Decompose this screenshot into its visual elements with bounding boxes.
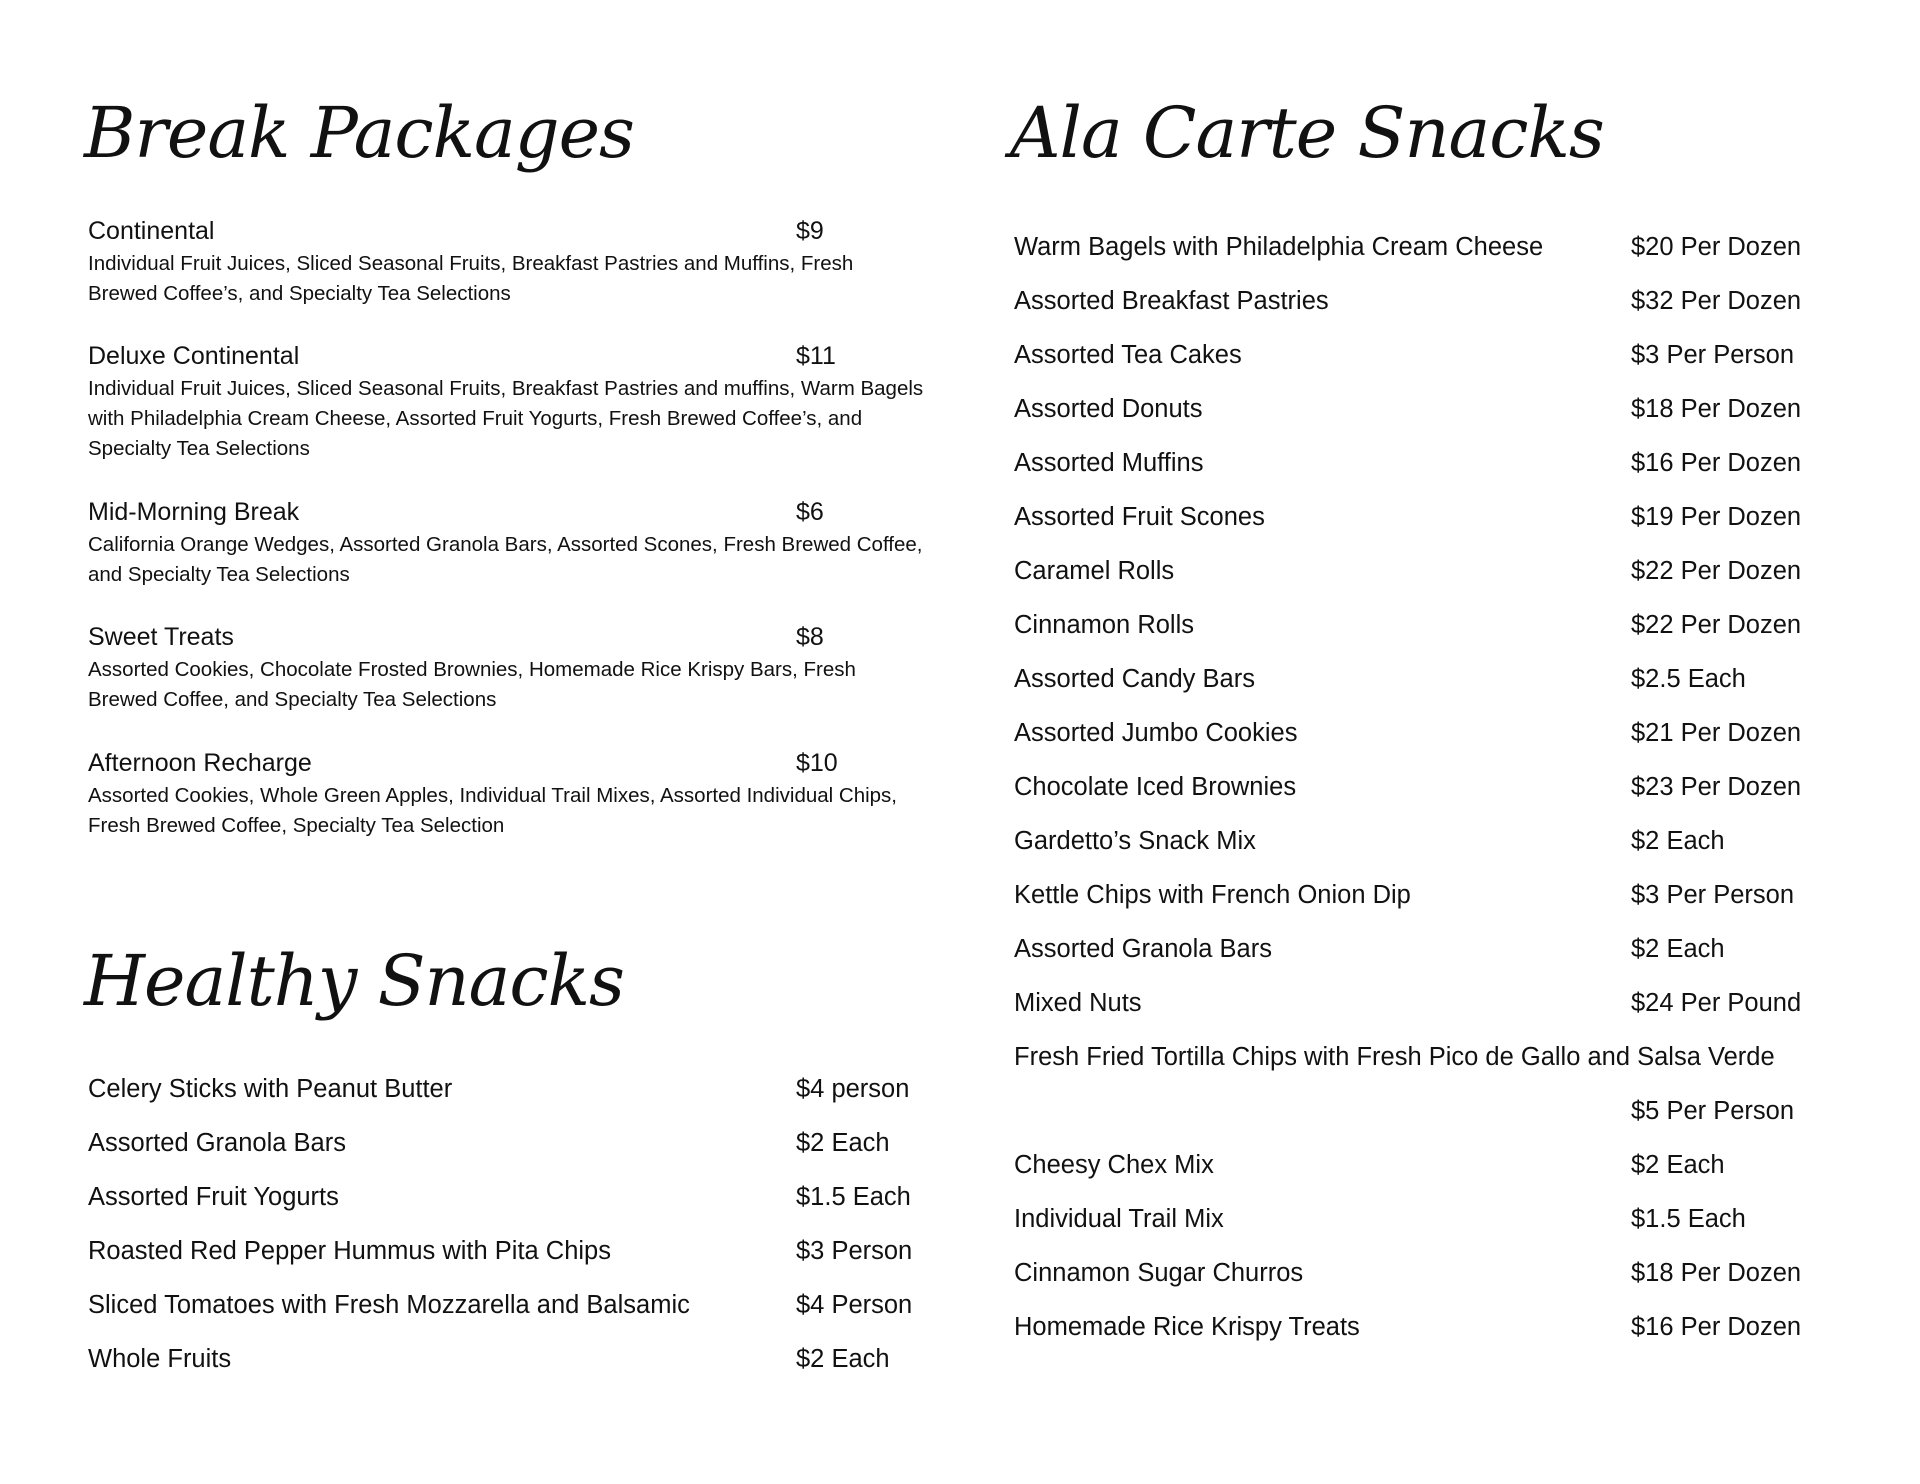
package-name: Deluxe Continental [88, 342, 300, 370]
item-price: $21 Per Dozen [1631, 719, 1802, 747]
list-item [1014, 1202, 1874, 1256]
item-name: Assorted Breakfast Pastries [1014, 287, 1329, 315]
package-price: $6 [796, 498, 824, 526]
item-name: Cinnamon Rolls [1014, 611, 1194, 639]
item-name: Whole Fruits [88, 1345, 232, 1373]
ala-carte-snacks-list [1014, 230, 1874, 1364]
item-name: Fresh Fried Tortilla Chips with Fresh Pico de Gallo and Salsa Verde [1014, 1043, 1775, 1071]
item-name: Assorted Jumbo Cookies [1014, 719, 1298, 747]
item-name: Mixed Nuts [1014, 989, 1142, 1017]
package-description: Individual Fruit Juices, Sliced Seasonal Fruits, Breakfast Pastries and Muffins, Fresh Brewed Coffee’s, and Specialty Tea Selections [88, 252, 854, 305]
list-item [1014, 230, 1874, 284]
ala-carte-snacks-heading: Ala Carte Snacks [1010, 92, 1604, 174]
item-price: $23 Per Dozen [1631, 773, 1802, 801]
item-name: Caramel Rolls [1014, 557, 1175, 585]
list-item [1014, 770, 1874, 824]
item-name: Cheesy Chex Mix [1014, 1151, 1214, 1179]
list-item [1014, 284, 1874, 338]
item-name: Assorted Granola Bars [88, 1129, 346, 1157]
item-price: $22 Per Dozen [1631, 611, 1802, 639]
item-price: $4 Person [796, 1291, 913, 1319]
item-price: $24 Per Pound [1631, 989, 1802, 1017]
package-price: $9 [796, 217, 824, 245]
list-item [1014, 1148, 1874, 1202]
package-afternoon-recharge [88, 747, 928, 841]
list-item [1014, 932, 1874, 986]
item-name: Assorted Muffins [1014, 449, 1204, 477]
item-price: $18 Per Dozen [1631, 1259, 1802, 1287]
item-name: Cinnamon Sugar Churros [1014, 1259, 1304, 1287]
list-item [1014, 1310, 1874, 1364]
item-price: $18 Per Dozen [1631, 395, 1802, 423]
list-item [1014, 1040, 1874, 1094]
item-name: Kettle Chips with French Onion Dip [1014, 881, 1411, 909]
item-price: $1.5 Each [1631, 1205, 1746, 1233]
package-price: $8 [796, 623, 824, 651]
package-deluxe-continental [88, 340, 928, 464]
list-item [1014, 716, 1874, 770]
item-price: $16 Per Dozen [1631, 449, 1802, 477]
package-description: Assorted Cookies, Chocolate Frosted Brownies, Homemade Rice Krispy Bars, Fresh Brewed Coffee, and Specialty Tea Selections [88, 658, 856, 711]
list-item-price-continuation [1014, 1094, 1874, 1148]
package-description: California Orange Wedges, Assorted Granola Bars, Assorted Scones, Fresh Brewed Coffee, and Specialty Tea Selections [88, 533, 923, 586]
package-name: Afternoon Recharge [88, 749, 312, 777]
list-item [1014, 392, 1874, 446]
list-item [1014, 824, 1874, 878]
item-price: $16 Per Dozen [1631, 1313, 1802, 1341]
package-sweet-treats [88, 621, 928, 715]
package-price: $10 [796, 749, 838, 777]
item-name: Warm Bagels with Philadelphia Cream Cheese [1014, 233, 1544, 261]
item-name: Roasted Red Pepper Hummus with Pita Chips [88, 1237, 611, 1265]
item-price: $2 Each [796, 1129, 890, 1157]
item-name: Chocolate Iced Brownies [1014, 773, 1297, 801]
list-item [1014, 878, 1874, 932]
item-name: Homemade Rice Krispy Treats [1014, 1313, 1360, 1341]
list-item [1014, 662, 1874, 716]
package-name: Mid-Morning Break [88, 498, 300, 526]
list-item [1014, 608, 1874, 662]
healthy-snacks-list [88, 1072, 948, 1396]
item-price: $2.5 Each [1631, 665, 1746, 693]
break-packages-heading: Break Packages [84, 92, 634, 174]
list-item [88, 1180, 948, 1234]
package-description: Assorted Cookies, Whole Green Apples, Individual Trail Mixes, Assorted Individual Chips, Fresh Brewed Coffee, Specialty Tea Selection [88, 784, 897, 837]
list-item [1014, 500, 1874, 554]
item-price: $3 Person [796, 1237, 913, 1265]
item-price: $2 Each [1631, 1151, 1725, 1179]
item-price: $5 Per Person [1631, 1097, 1795, 1125]
item-name: Assorted Fruit Scones [1014, 503, 1265, 531]
list-item [88, 1126, 948, 1180]
item-name: Gardetto’s Snack Mix [1014, 827, 1256, 855]
item-price: $2 Each [796, 1345, 890, 1373]
list-item [88, 1072, 948, 1126]
item-name: Assorted Granola Bars [1014, 935, 1272, 963]
item-price: $2 Each [1631, 935, 1725, 963]
item-price: $19 Per Dozen [1631, 503, 1802, 531]
item-price: $3 Per Person [1631, 341, 1795, 369]
package-mid-morning-break [88, 496, 928, 590]
list-item [88, 1234, 948, 1288]
item-price: $1.5 Each [796, 1183, 911, 1211]
list-item [1014, 554, 1874, 608]
list-item [88, 1342, 948, 1396]
item-price: $4 person [796, 1075, 910, 1103]
list-item [1014, 446, 1874, 500]
package-name: Sweet Treats [88, 623, 234, 651]
package-continental [88, 215, 928, 309]
item-price: $20 Per Dozen [1631, 233, 1802, 261]
item-name: Individual Trail Mix [1014, 1205, 1224, 1233]
package-price: $11 [796, 342, 836, 370]
item-name: Assorted Donuts [1014, 395, 1203, 423]
item-name: Assorted Tea Cakes [1014, 341, 1242, 369]
list-item [1014, 338, 1874, 392]
package-description: Individual Fruit Juices, Sliced Seasonal Fruits, Breakfast Pastries and muffins, Warm Bagels with Philadelphia Cream Cheese, Assorted Fruit Yogurts, Fresh Brewed Coffee’s, and Specialty Tea Selections [88, 377, 924, 460]
list-item [1014, 986, 1874, 1040]
package-name: Continental [88, 217, 215, 245]
item-name: Assorted Fruit Yogurts [88, 1183, 339, 1211]
item-price: $22 Per Dozen [1631, 557, 1802, 585]
item-name: Celery Sticks with Peanut Butter [88, 1075, 453, 1103]
item-name: Sliced Tomatoes with Fresh Mozzarella and Balsamic [88, 1291, 690, 1319]
list-item [88, 1288, 948, 1342]
list-item [1014, 1256, 1874, 1310]
item-price: $32 Per Dozen [1631, 287, 1802, 315]
item-price: $2 Each [1631, 827, 1725, 855]
healthy-snacks-heading: Healthy Snacks [84, 940, 624, 1022]
item-name: Assorted Candy Bars [1014, 665, 1255, 693]
item-price: $3 Per Person [1631, 881, 1795, 909]
